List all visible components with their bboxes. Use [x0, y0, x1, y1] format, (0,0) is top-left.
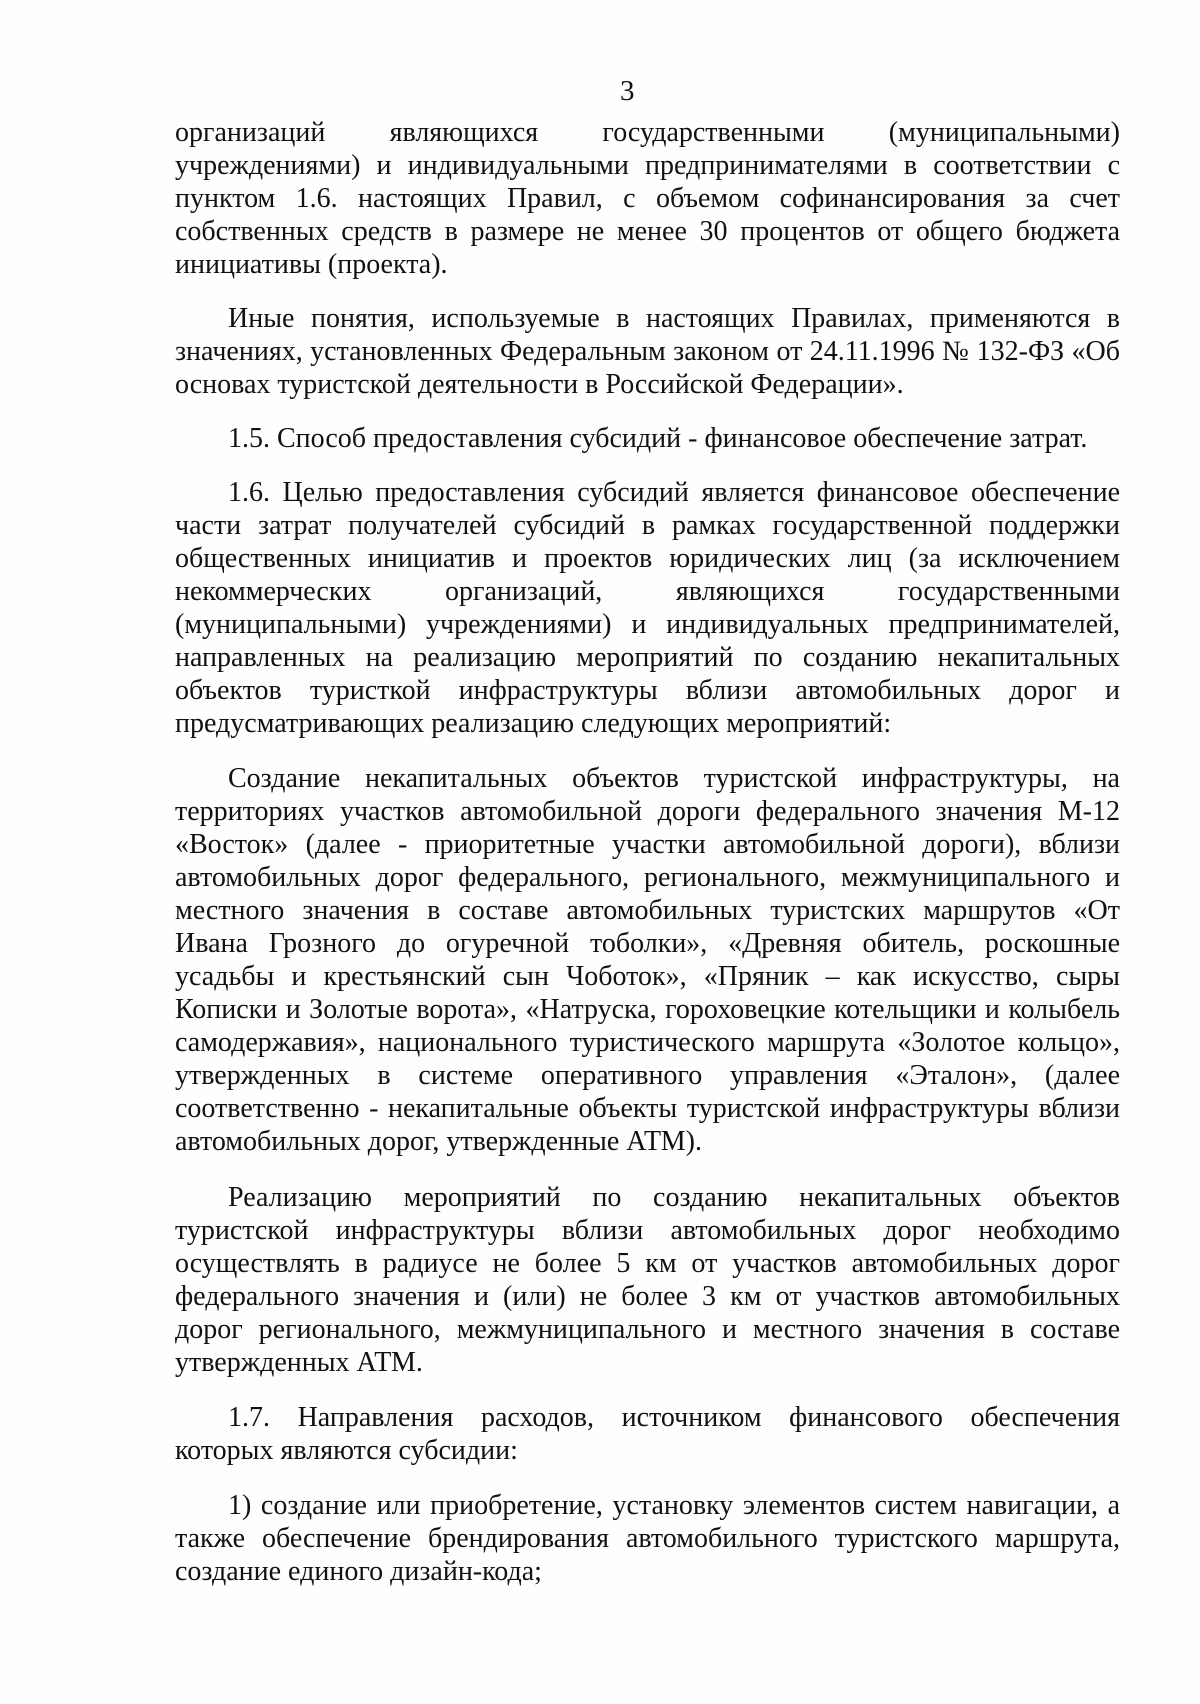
paragraph-radius-requirement: Реализацию мероприятий по созданию некапитальных объектов туристской инфраструктуры вблизи автомобильных дорог необходимо осуществлять в радиусе не более 5 км от участков автомобильных дорог федерального значения и (или) не более 3 км от участков автомобильных дорог регионального, межмуниципального и местного значения в составе утвержденных АТМ.: [175, 1182, 1120, 1378]
paragraph-infrastructure-creation: Создание некапитальных объектов туристской инфраструктуры, на территориях участков автомобильной дороги федерального значения М-12 «Восток» (далее - приоритетные участки автомобильной дороги), вблизи автомобильных дорог федерального, регионального, межмуниципального и местного значения в составе автомобильных туристских маршрутов «От Ивана Грозного до огуречной тоболки», «Древняя обитель, роскошные усадьбы и крестьянский сын Чоботок», «Пряник – как искусство, сыры Кописки и Золотые ворота», «Натруска, гороховецкие котельщики и колыбель самодержавия», национального туристического маршрута «Золотое кольцо», утвержденных в системе оперативного управления «Эталон», (далее соответственно - некапитальные объекты туристской инфраструктуры вблизи автомобильных дорог, утвержденные АТМ).: [175, 763, 1120, 1157]
paragraph-expense-directions: 1.7. Направления расходов, источником финансового обеспечения которых являются субсидии:: [175, 1402, 1120, 1466]
page-number: 3: [620, 75, 635, 107]
paragraph-subsidy-goal: 1.6. Целью предоставления субсидий является финансовое обеспечение части затрат получателей субсидий в рамках государственной поддержки общественных инициатив и проектов юридических лиц (за исключением некоммерческих организаций, являющихся государственными (муниципальными) учреждениями) и индивидуальных предпринимателей, направленных на реализацию мероприятий по созданию некапитальных объектов туристкой инфраструктуры вблизи автомобильных дорог и предусматривающих реализацию следующих мероприятий:: [175, 477, 1120, 739]
document-body: [175, 116, 1120, 1609]
paragraph-continuation: организаций являющихся государственными (муниципальными) учреждениями) и индивидуальными предпринимателями в соответствии с пунктом 1.6. настоящих Правил, с объемом софинансирования за счет собственных средств в размере не менее 30 процентов от общего бюджета инициативы (проекта).: [175, 117, 1120, 280]
list-item-1: 1) создание или приобретение, установку элементов систем навигации, а также обеспечение брендирования автомобильного туристского маршрута, создание единого дизайн-кода;: [175, 1490, 1120, 1587]
paragraph-subsidy-method: 1.5. Способ предоставления субсидий - финансовое обеспечение затрат.: [228, 423, 1088, 454]
paragraph-other-terms: Иные понятия, используемые в настоящих Правилах, применяются в значениях, установленных Федеральным законом от 24.11.1996 № 132-ФЗ «Об основах туристской деятельности в Российской Федерации».: [175, 303, 1120, 400]
